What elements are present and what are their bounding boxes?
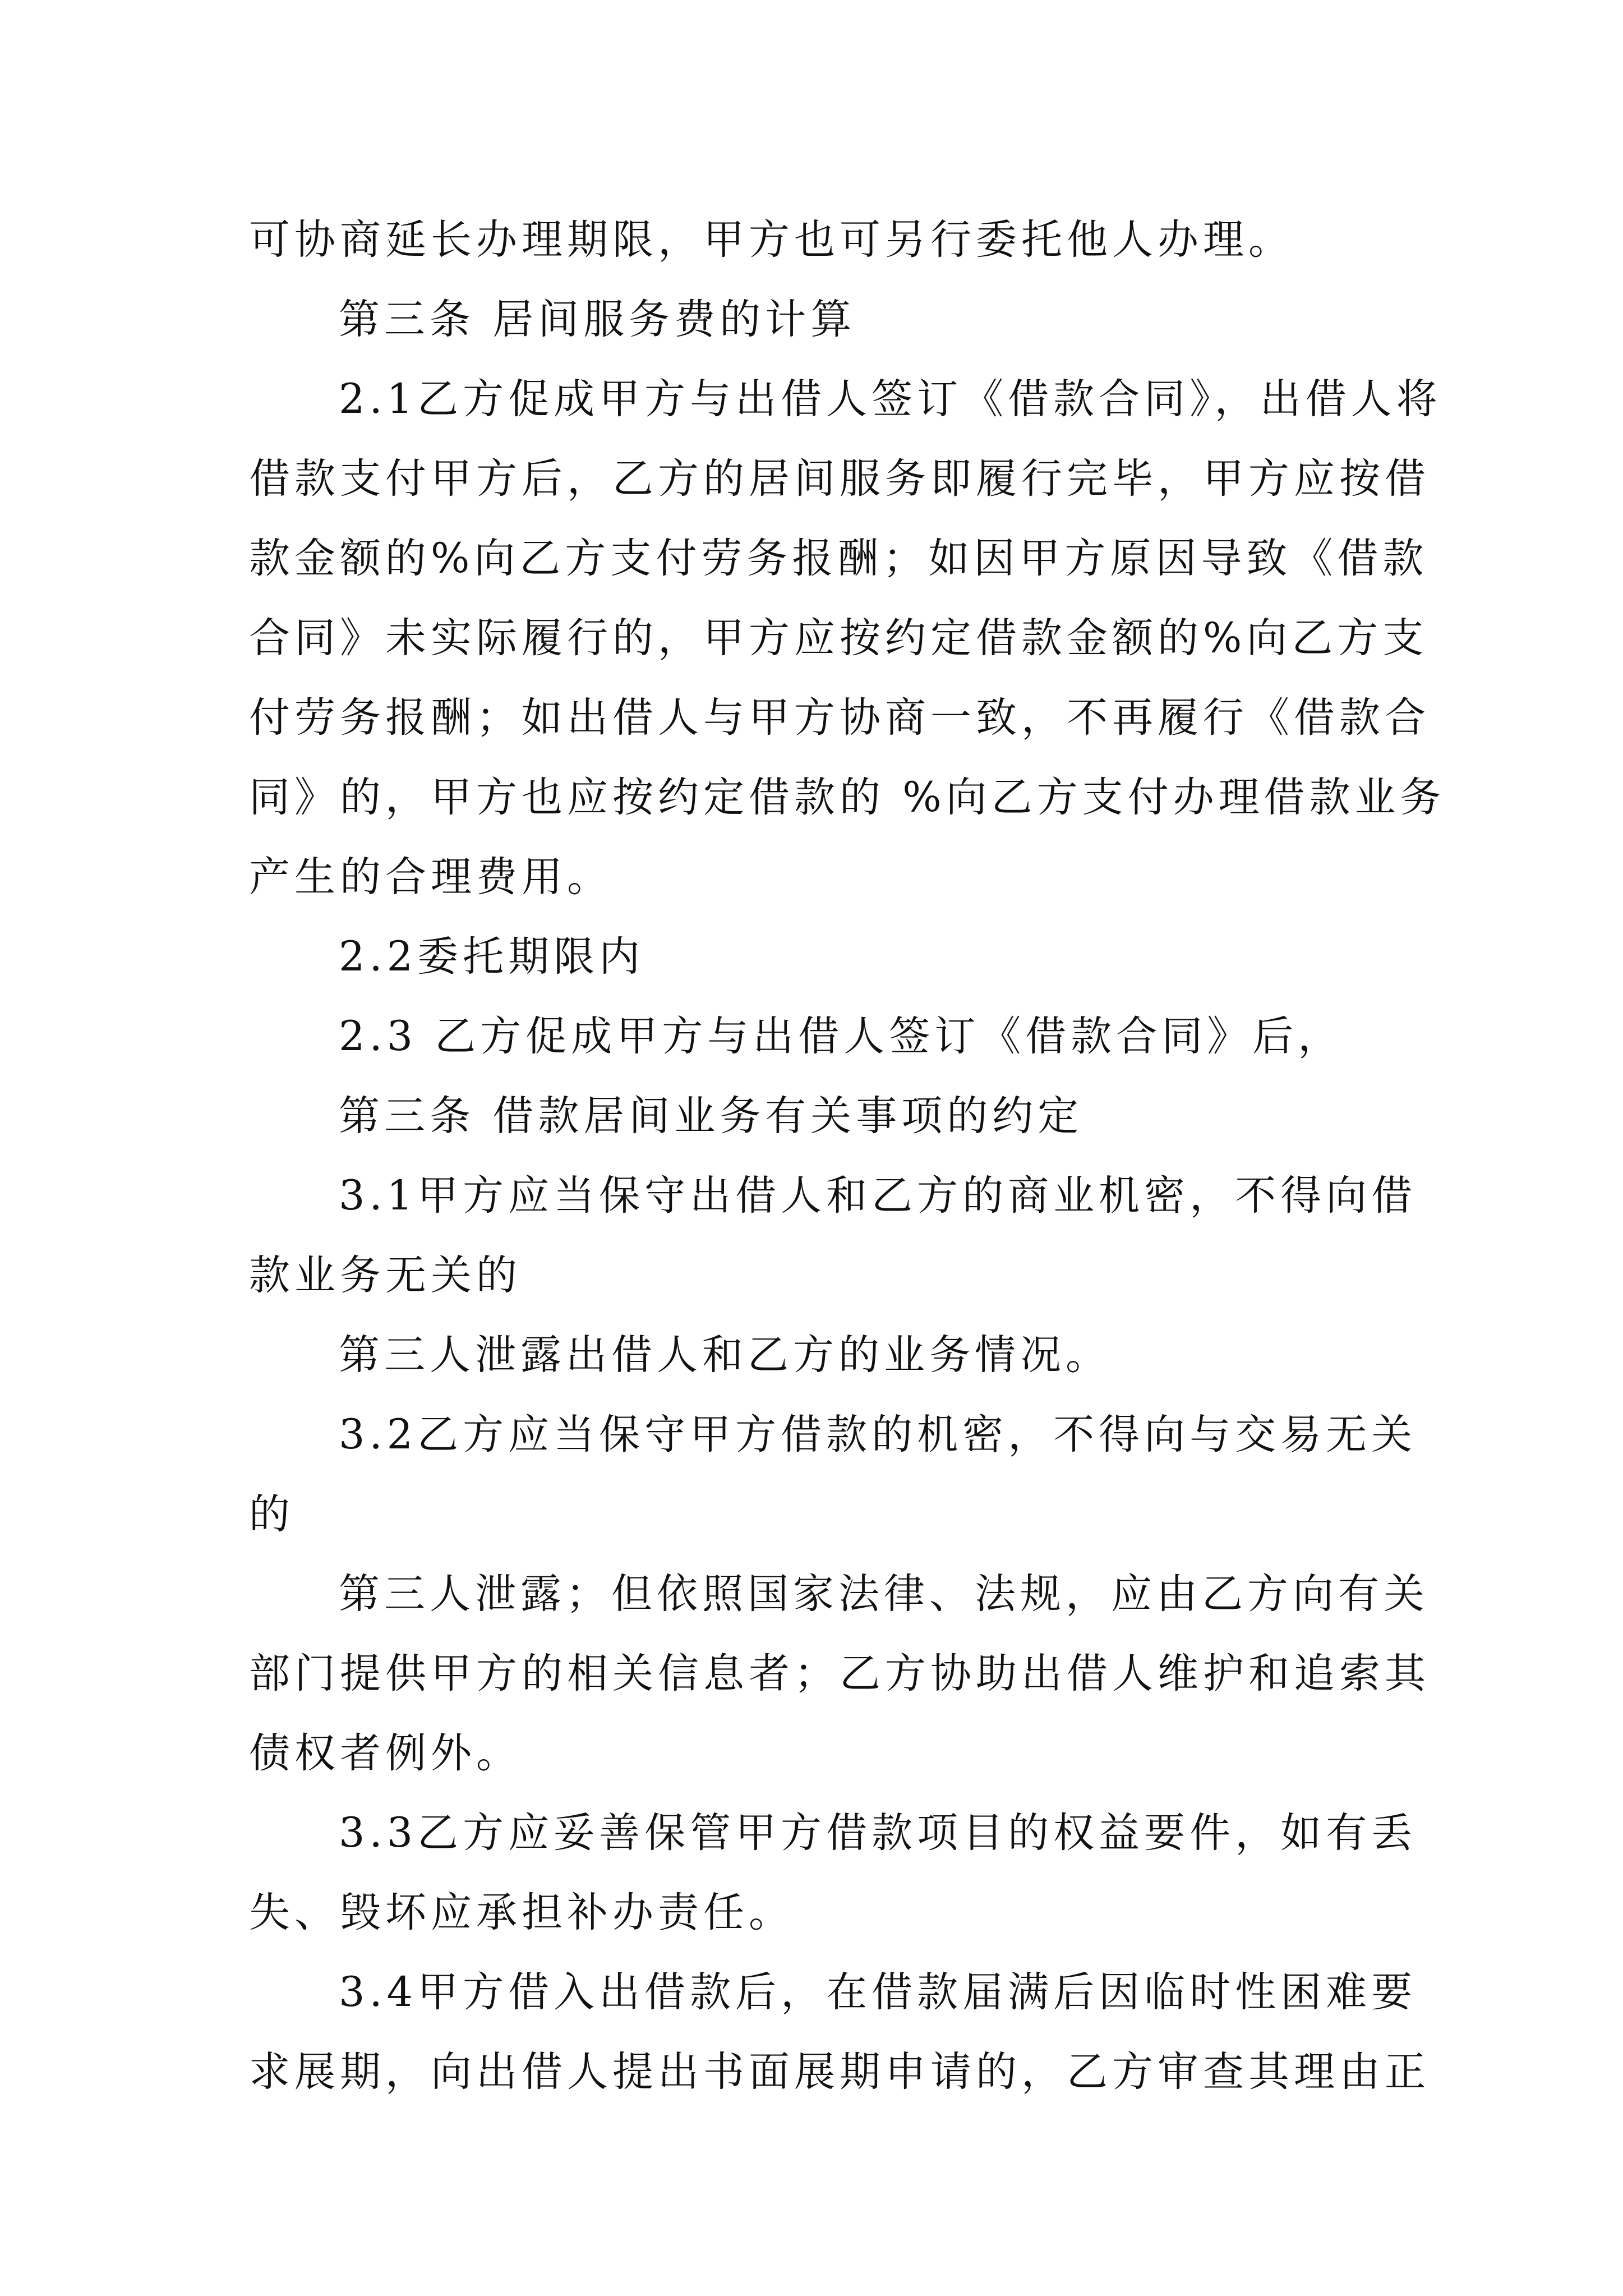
text-line: 第三人泄露出借人和乙方的业务情况。: [339, 1331, 1111, 1379]
text-line: 3.2乙方应当保守甲方借款的机密，不得向与交易无关: [339, 1411, 1417, 1458]
text-line: 第三人泄露；但依照国家法律、法规，应由乙方向有关: [339, 1570, 1429, 1618]
text-line: 产生的合理费用。: [249, 853, 612, 901]
text-line: 款金额的%向乙方支付劳务报酬；如因甲方原因导致《借款: [249, 535, 1428, 582]
text-line: 部门提供甲方的相关信息者；乙方协助出借人维护和追索其: [249, 1650, 1430, 1697]
text-line: 失、毁坏应承担补办责任。: [249, 1889, 794, 1936]
text-line: 求展期，向出借人提出书面展期申请的，乙方审查其理由正: [249, 2048, 1430, 2096]
text-line: 款业务无关的: [249, 1251, 522, 1299]
text-line: 债权者例外。: [249, 1729, 522, 1777]
text-line: 的: [249, 1490, 294, 1538]
text-line: 3.1甲方应当保守出借人和乙方的商业机密，不得向借: [339, 1172, 1417, 1220]
text-line: 3.4甲方借入出借款后，在借款届满后因临时性困难要: [339, 1968, 1417, 2016]
text-line: 合同》未实际履行的，甲方应按约定借款金额的%向乙方支: [249, 614, 1428, 662]
text-line: 2.3 乙方促成甲方与出借人签订《借款合同》后，: [339, 1013, 1344, 1060]
section-heading: 第三条 借款居间业务有关事项的约定: [339, 1092, 1083, 1140]
text-line: 付劳务报酬；如出借人与甲方协商一致，不再履行《借款合: [249, 694, 1430, 742]
text-line: 借款支付甲方后，乙方的居间服务即履行完毕，甲方应按借: [249, 455, 1430, 503]
text-line: 可协商延长办理期限，甲方也可另行委托他人办理。: [249, 216, 1294, 264]
text-line: 同》的，甲方也应按约定借款的 %向乙方支付办理借款业务: [249, 774, 1446, 821]
section-heading: 第三条 居间服务费的计算: [339, 296, 856, 343]
text-line: 2.1乙方促成甲方与出借人签订《借款合同》，出借人将: [339, 375, 1442, 423]
text-line: 3.3乙方应妥善保管甲方借款项目的权益要件，如有丢: [339, 1809, 1417, 1857]
text-line: 2.2委托期限内: [339, 933, 645, 981]
